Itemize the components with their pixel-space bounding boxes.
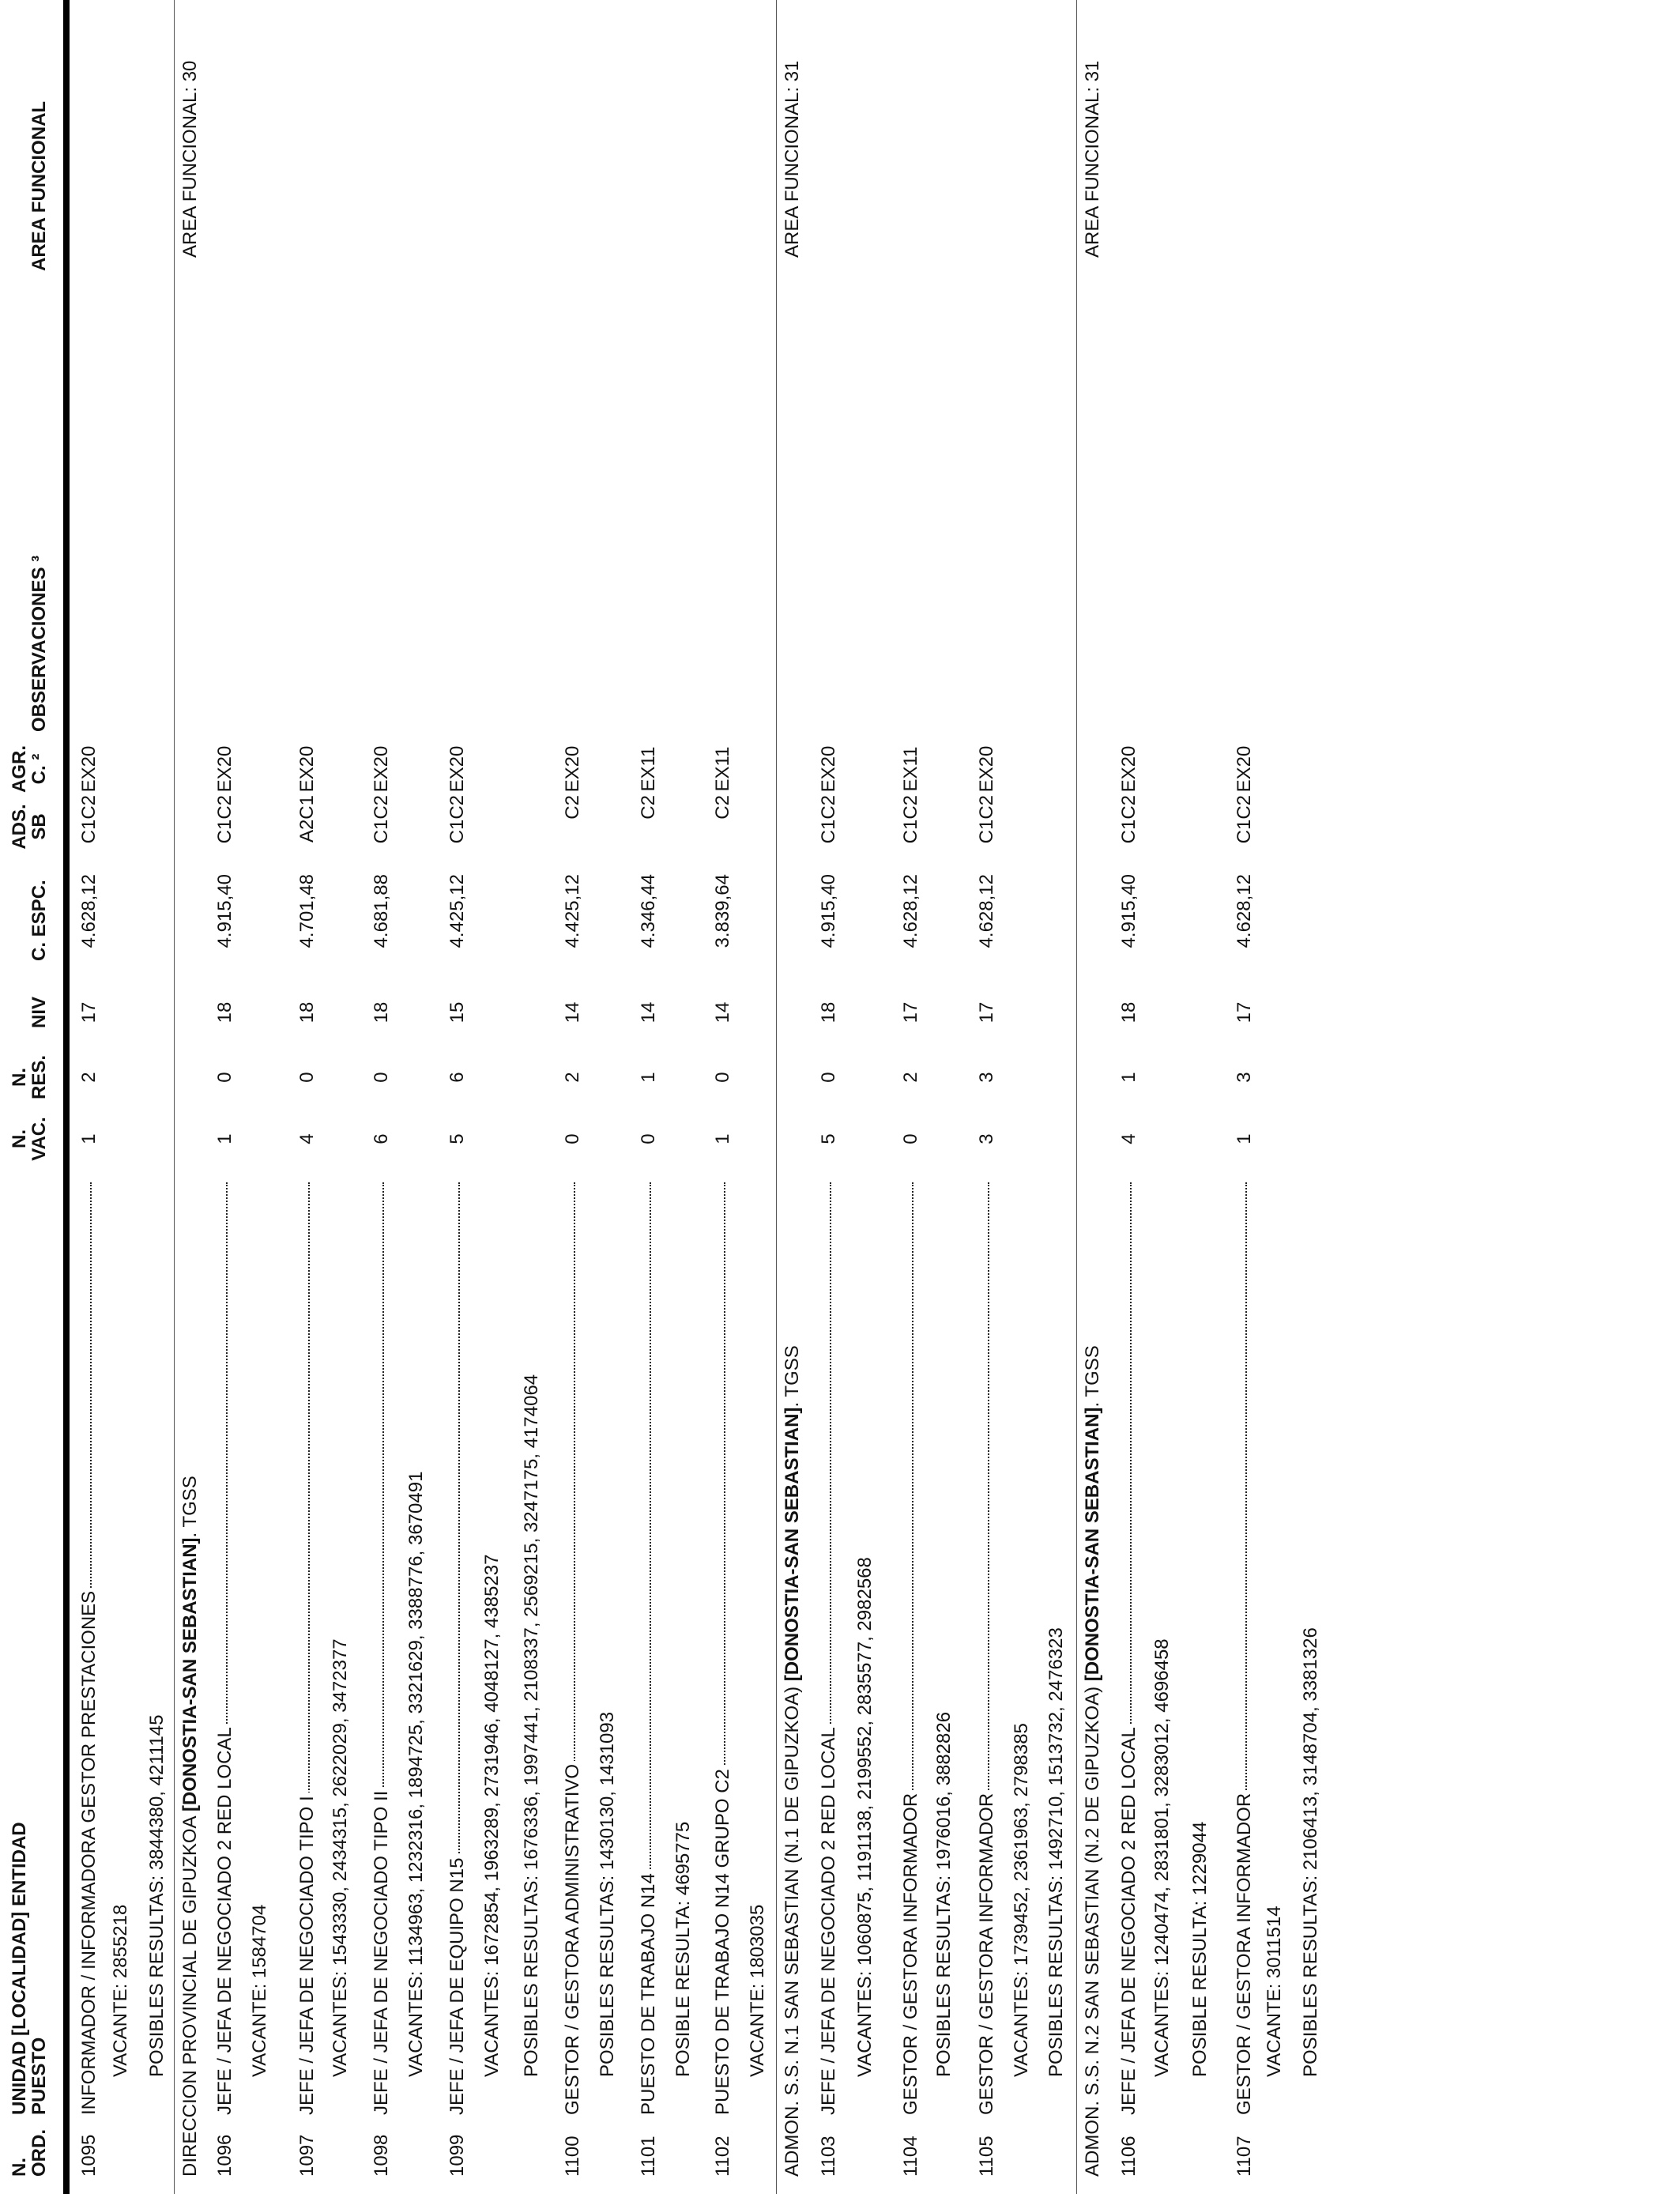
section-rule [174, 0, 175, 2194]
agr-c-value: EX20 [976, 745, 997, 793]
specific-complement: 4.628,12 [976, 874, 997, 948]
unit-entity: . TGSS [782, 1345, 803, 1408]
agr-c-value: EX20 [818, 745, 839, 793]
unit-locality: [DONOSTIA-SAN SEBASTIAN] [782, 1407, 803, 1682]
header-n-vac-line2: VAC. [28, 1117, 50, 1161]
detail-line [855, 0, 876, 2194]
level: 18 [214, 1001, 235, 1023]
specific-complement: 4.628,12 [78, 874, 100, 948]
unit-heading-row [782, 0, 803, 2194]
order-number: 1103 [818, 2136, 839, 2177]
table-row [215, 0, 235, 2194]
specific-complement: 4.425,12 [446, 874, 468, 948]
reserved-count: 0 [818, 1072, 839, 1083]
order-number: 1106 [1118, 2136, 1139, 2177]
puesto-name: GESTOR / GESTORA INFORMADOR [977, 1790, 997, 2115]
order-number: 1104 [900, 2136, 921, 2177]
level: 14 [638, 1001, 659, 1023]
reserved-count: 6 [446, 1072, 468, 1083]
level: 14 [562, 1001, 583, 1023]
puesto-name: JEFE / JEFA DE NEGOCIADO 2 RED LOCAL [215, 1724, 235, 2115]
puesto-name: JEFE / JEFA DE NEGOCIADO 2 RED LOCAL [819, 1724, 839, 2115]
agr-c-value: EX20 [1234, 745, 1255, 793]
level: 17 [976, 1001, 997, 1023]
vacancy-count: 1 [712, 1133, 733, 1144]
vacancy-count: 6 [371, 1133, 392, 1144]
table-row [901, 0, 921, 2194]
level: 18 [1118, 1001, 1139, 1023]
level: 17 [78, 1001, 100, 1023]
header-thick-rule [63, 0, 70, 2194]
header-niv: NIV [28, 997, 50, 1029]
detail-line [748, 0, 768, 2194]
header-puesto [9, 1822, 49, 2115]
table-row [638, 0, 659, 2194]
reserved-count: 1 [638, 1072, 659, 1083]
vacancy-detail: POSIBLES RESULTAS: 1676336, 1997441, 2108337, 2569215, 3247175, 4174064 [521, 1374, 542, 2077]
vacancy-detail: POSIBLE RESULTA: 1229044 [1189, 1821, 1211, 2077]
puesto-name: INFORMADOR / INFORMADORA GESTOR PRESTACIONES [79, 1588, 100, 2115]
detail-line [1046, 0, 1067, 2194]
level: 18 [371, 1001, 392, 1023]
reserved-count: 0 [296, 1072, 318, 1083]
specific-complement: 4.681,88 [371, 874, 392, 948]
puesto-name: JEFE / JEFA DE NEGOCIADO TIPO II [371, 1788, 392, 2115]
detail-line [1152, 0, 1173, 2194]
detail-line [1190, 0, 1211, 2194]
order-number: 1105 [976, 2136, 997, 2177]
puesto-name: GESTOR / GESTORA ADMINISTRATIVO [563, 1761, 583, 2115]
header-n-vac [9, 1115, 49, 1163]
ads-sb-value: C2 [638, 795, 659, 820]
specific-complement: 4.915,40 [1118, 874, 1139, 948]
level: 15 [446, 1001, 468, 1023]
vacancy-detail: VACANTE: 1803035 [747, 1904, 768, 2077]
unit-heading-row [1083, 0, 1103, 2194]
ads-sb-value: C1C2 [900, 795, 921, 844]
puesto-name: PUESTO DE TRABAJO N14 [638, 1870, 659, 2115]
puesto-name: JEFE / JEFA DE EQUIPO N15 [447, 1855, 468, 2115]
detail-line [1011, 0, 1032, 2194]
detail-line [673, 0, 694, 2194]
table-row [819, 0, 839, 2194]
unit-entity: . TGSS [179, 1476, 201, 1538]
vacancy-detail: VACANTES: 1739452, 2361963, 2798385 [1011, 1723, 1032, 2077]
agr-c-value: EX20 [371, 745, 392, 793]
agr-c-value: EX20 [562, 745, 583, 793]
header-puesto-line2: PUESTO [28, 2037, 50, 2115]
order-number: 1099 [446, 2134, 468, 2177]
specific-complement: 4.915,40 [818, 874, 839, 948]
vacancy-count: 4 [296, 1133, 318, 1144]
puesto-name: JEFE / JEFA DE NEGOCIADO TIPO I [297, 1793, 318, 2115]
ads-sb-value: C1C2 [1118, 795, 1139, 844]
vacancy-count: 4 [1118, 1133, 1139, 1144]
area-funcional-value: AREA FUNCIONAL: 31 [782, 60, 803, 258]
reserved-count: 2 [900, 1072, 921, 1083]
detail-line [1264, 0, 1285, 2194]
agr-c-value: EX20 [296, 745, 318, 793]
header-ads-sb-line2: SB [28, 813, 50, 840]
order-number: 1101 [638, 2136, 659, 2177]
detail-line [522, 0, 542, 2194]
detail-line [406, 0, 427, 2194]
specific-complement: 4.425,12 [562, 874, 583, 948]
vacancy-detail: POSIBLES RESULTAS: 1976016, 3882826 [933, 1711, 955, 2077]
vacancy-detail: VACANTES: 1060875, 1191138, 2199552, 2835577, 2982568 [854, 1557, 876, 2077]
specific-complement: 4.915,40 [214, 874, 235, 948]
header-n-ord-line1: N. [9, 2158, 30, 2177]
table-row [447, 0, 468, 2194]
specific-complement: 4.346,44 [638, 874, 659, 948]
table-row [563, 0, 583, 2194]
header-observaciones: OBSERVACIONES ³ [28, 555, 50, 732]
unit-locality: [DONOSTIA-SAN SEBASTIAN] [179, 1537, 201, 1812]
area-funcional-value: AREA FUNCIONAL: 30 [179, 60, 201, 258]
order-number: 1098 [371, 2134, 392, 2177]
puesto-name: PUESTO DE TRABAJO N14 GRUPO C2 [713, 1766, 733, 2115]
reserved-count: 0 [371, 1072, 392, 1083]
table-header [0, 0, 62, 2194]
ads-sb-value: C1C2 [78, 795, 100, 844]
vacancy-detail: VACANTES: 1134963, 1232316, 1894725, 3321629, 3388776, 3670491 [405, 1471, 427, 2077]
specific-complement: 3.839,64 [712, 874, 733, 948]
vacancy-count: 5 [446, 1133, 468, 1144]
header-n-vac-line1: N. [9, 1129, 30, 1148]
ads-sb-value: C2 [562, 795, 583, 820]
level: 18 [296, 1001, 318, 1023]
puesto-name: JEFE / JEFA DE NEGOCIADO 2 RED LOCAL [1119, 1724, 1139, 2115]
unit-heading-row [180, 0, 201, 2194]
table-row [79, 0, 100, 2194]
puesto-name: GESTOR / GESTORA INFORMADOR [901, 1790, 921, 2115]
unit-heading [782, 1345, 803, 2177]
detail-line [1301, 0, 1321, 2194]
unit-entity: . TGSS [1082, 1345, 1103, 1408]
header-c-espc: C. ESPC. [28, 880, 50, 961]
ads-sb-value: C1C2 [214, 795, 235, 844]
vacancy-count: 0 [900, 1133, 921, 1144]
order-number: 1096 [214, 2134, 235, 2177]
header-area-funcional: AREA FUNCIONAL [28, 100, 50, 271]
level: 17 [1234, 1001, 1255, 1023]
ads-sb-value: C1C2 [446, 795, 468, 844]
level: 14 [712, 1001, 733, 1023]
unit-name: DIRECCION PROVINCIAL DE GIPUZKOA [179, 1816, 201, 2177]
agr-c-value: EX20 [78, 745, 100, 793]
table-row [713, 0, 733, 2194]
table-row [1119, 0, 1139, 2194]
vacancy-count: 0 [562, 1133, 583, 1144]
vacancy-detail: POSIBLES RESULTAS: 1492710, 1513732, 2476323 [1045, 1627, 1067, 2077]
vacancy-detail: POSIBLES RESULTAS: 2106413, 3148704, 3381326 [1300, 1627, 1321, 2077]
table-row [371, 0, 392, 2194]
reserved-count: 3 [1234, 1072, 1255, 1083]
unit-heading [1083, 1345, 1103, 2177]
vacancy-detail: VACANTES: 1672854, 1963289, 2731946, 4048127, 4385237 [481, 1554, 503, 2077]
reserved-count: 3 [976, 1072, 997, 1083]
ads-sb-value: C1C2 [371, 795, 392, 844]
agr-c-value: EX20 [446, 745, 468, 793]
specific-complement: 4.628,12 [900, 874, 921, 948]
ads-sb-value: C2 [712, 795, 733, 820]
section-rule [1076, 0, 1077, 2194]
vacancy-detail: VACANTES: 1543330, 2434315, 2622029, 3472377 [330, 1638, 351, 2077]
order-number: 1095 [78, 2134, 100, 2177]
header-puesto-line1: UNIDAD [LOCALIDAD] ENTIDAD [9, 1822, 30, 2115]
vacancy-count: 1 [1234, 1133, 1255, 1144]
vacancy-detail: POSIBLE RESULTA: 4695775 [672, 1821, 694, 2077]
detail-line [482, 0, 503, 2194]
order-number: 1102 [712, 2136, 733, 2177]
vacancy-detail: POSIBLES RESULTAS: 3844380, 4211145 [146, 1714, 168, 2077]
table-row [1234, 0, 1255, 2194]
header-ads-sb-line1: ADS. [9, 804, 30, 850]
header-n-ord [9, 2129, 49, 2177]
section-rule [776, 0, 777, 2194]
vacancy-detail: VACANTE: 1584704 [249, 1904, 270, 2077]
level: 17 [900, 1001, 921, 1023]
detail-line [330, 0, 351, 2194]
header-n-res-line2: RES. [28, 1055, 50, 1100]
header-agr-c [9, 745, 49, 793]
vacancy-count: 1 [214, 1133, 235, 1144]
header-agr-c-line1: AGR. [9, 745, 30, 793]
detail-line [111, 0, 131, 2194]
unit-heading [180, 1476, 201, 2177]
ads-sb-value: C1C2 [818, 795, 839, 844]
ads-sb-value: C1C2 [976, 795, 997, 844]
vacancy-detail: VACANTE: 2855218 [110, 1904, 131, 2077]
puesto-name: GESTOR / GESTORA INFORMADOR [1234, 1790, 1255, 2115]
header-n-ord-line2: ORD. [28, 2129, 50, 2177]
header-ads-sb [9, 795, 49, 858]
vacancy-count: 5 [818, 1133, 839, 1144]
table-row [977, 0, 997, 2194]
vacancy-count: 3 [976, 1133, 997, 1144]
vacancy-count: 1 [78, 1133, 100, 1144]
agr-c-value: EX11 [638, 746, 659, 792]
unit-name: ADMON. S.S. N.2 SAN SEBASTIAN (N.2 DE GIPUZKOA) [1082, 1686, 1103, 2177]
reserved-count: 2 [562, 1072, 583, 1083]
unit-locality: [DONOSTIA-SAN SEBASTIAN] [1082, 1407, 1103, 1682]
detail-line [934, 0, 955, 2194]
order-number: 1100 [562, 2136, 583, 2177]
ads-sb-value: C1C2 [1234, 795, 1255, 844]
level: 18 [818, 1001, 839, 1023]
specific-complement: 4.628,12 [1234, 874, 1255, 948]
reserved-count: 2 [78, 1072, 100, 1083]
detail-line [597, 0, 618, 2194]
vacancy-count: 0 [638, 1133, 659, 1144]
detail-line [147, 0, 168, 2194]
reserved-count: 1 [1118, 1072, 1139, 1083]
reserved-count: 0 [712, 1072, 733, 1083]
vacancy-detail: POSIBLES RESULTAS: 1430130, 1431093 [597, 1711, 618, 2077]
reserved-count: 0 [214, 1072, 235, 1083]
vacancy-detail: VACANTE: 3011514 [1264, 1906, 1285, 2077]
specific-complement: 4.701,48 [296, 874, 318, 948]
vacancy-detail: VACANTES: 1240474, 2831801, 3283012, 4696458 [1151, 1638, 1173, 2077]
order-number: 1107 [1234, 2136, 1255, 2177]
unit-name: ADMON. S.S. N.1 SAN SEBASTIAN (N.1 DE GIPUZKOA) [782, 1686, 803, 2177]
agr-c-value: EX20 [1118, 745, 1139, 793]
ads-sb-value: A2C1 [296, 795, 318, 843]
header-n-res-line1: N. [9, 1068, 30, 1087]
header-n-res [9, 1054, 49, 1101]
area-funcional-value: AREA FUNCIONAL: 31 [1082, 60, 1103, 258]
table-row [297, 0, 318, 2194]
detail-line [250, 0, 270, 2194]
agr-c-value: EX11 [712, 746, 733, 792]
header-agr-c-line2: C. ² [28, 753, 50, 785]
order-number: 1097 [296, 2134, 318, 2177]
agr-c-value: EX11 [900, 746, 921, 792]
agr-c-value: EX20 [214, 745, 235, 793]
